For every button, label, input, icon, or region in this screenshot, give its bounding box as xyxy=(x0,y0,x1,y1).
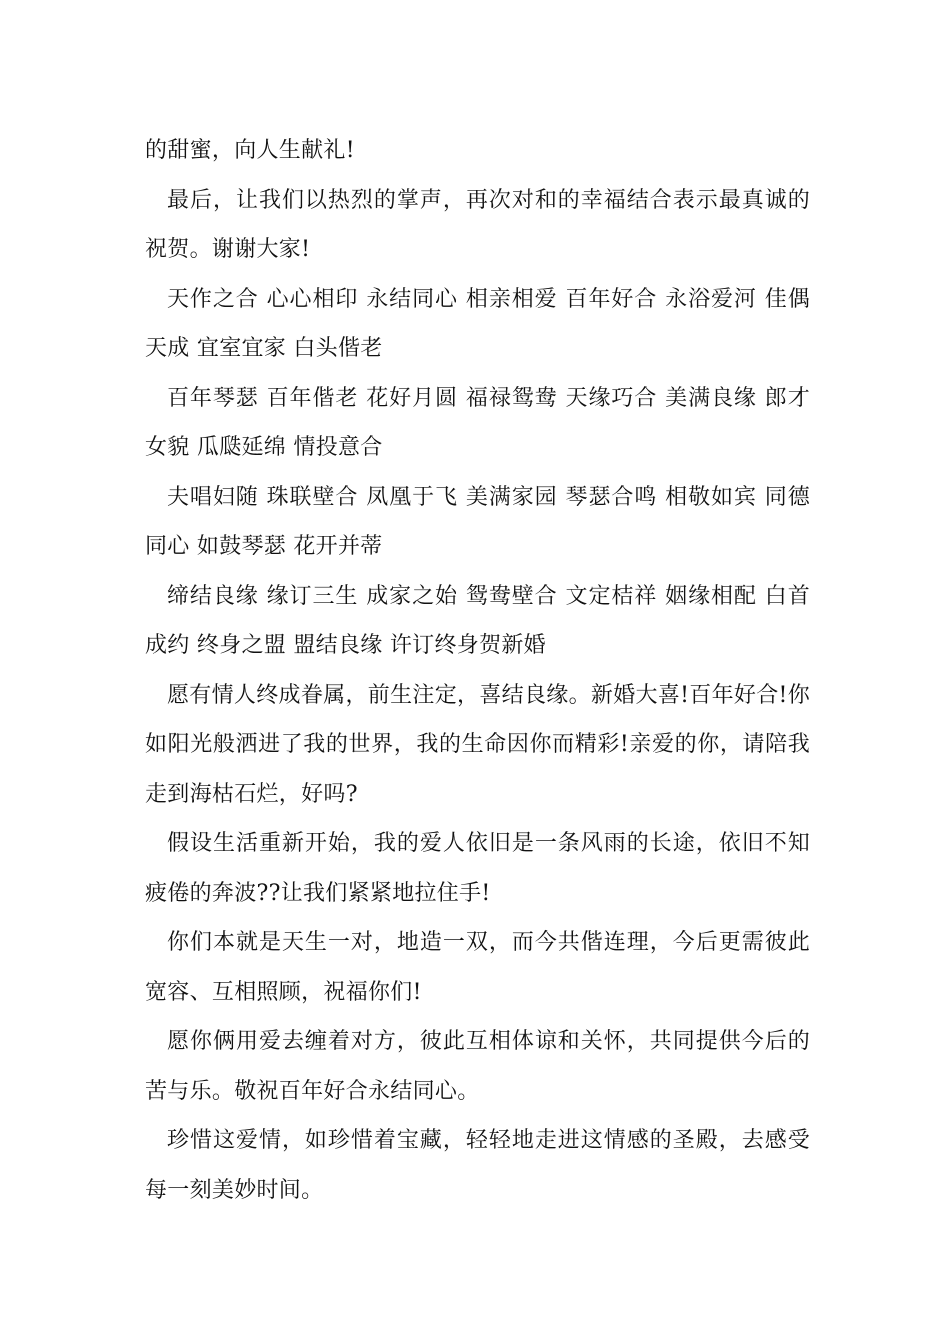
paragraph-closing-toast: 最后，让我们以热烈的掌声，再次对和的幸福结合表示最真诚的祝贺。谢谢大家! xyxy=(145,187,810,262)
paragraph-continuation: 的甜蜜，向人生献礼! xyxy=(145,138,355,163)
paragraph-blessing-phrases-4: 缔结良缘 缘订三生 成家之始 鸳鸯壁合 文定桔祥 姻缘相配 白首成约 终身之盟 盟结良缘 许订终身贺新婚 xyxy=(145,583,810,658)
paragraph-blessing-phrases-1: 天作之合 心心相印 永结同心 相亲相爱 百年好合 永浴爱河 佳偶天成 宜室宜家 白头偕老 xyxy=(145,286,810,361)
paragraph-wish-5: 珍惜这爱情，如珍惜着宝藏，轻轻地走进这情感的圣殿，去感受每一刻美妙时间。 xyxy=(145,1128,810,1203)
paragraph-wish-3: 你们本就是天生一对，地造一双，而今共偕连理，今后更需彼此宽容、互相照顾，祝福你们! xyxy=(145,930,810,1005)
paragraph-wish-4: 愿你俩用爱去缠着对方，彼此互相体谅和关怀，共同提供今后的苦与乐。敬祝百年好合永结同心。 xyxy=(145,1029,810,1104)
paragraph-wish-2: 假设生活重新开始，我的爱人依旧是一条风雨的长途，依旧不知疲倦的奔波??让我们紧紧地拉住手! xyxy=(145,831,810,906)
paragraph-wish-1: 愿有情人终成眷属，前生注定，喜结良缘。新婚大喜!百年好合!你如阳光般洒进了我的世界，我的生命因你而精彩!亲爱的你，请陪我走到海枯石烂，好吗? xyxy=(145,682,810,807)
paragraph-blessing-phrases-2: 百年琴瑟 百年偕老 花好月圆 福禄鸳鸯 天缘巧合 美满良缘 郎才女貌 瓜瓞延绵 情投意合 xyxy=(145,385,810,460)
document-body xyxy=(145,126,810,1215)
paragraph-blessing-phrases-3: 夫唱妇随 珠联壁合 凤凰于飞 美满家园 琴瑟合鸣 相敬如宾 同德同心 如鼓琴瑟 花开并蒂 xyxy=(145,484,810,559)
